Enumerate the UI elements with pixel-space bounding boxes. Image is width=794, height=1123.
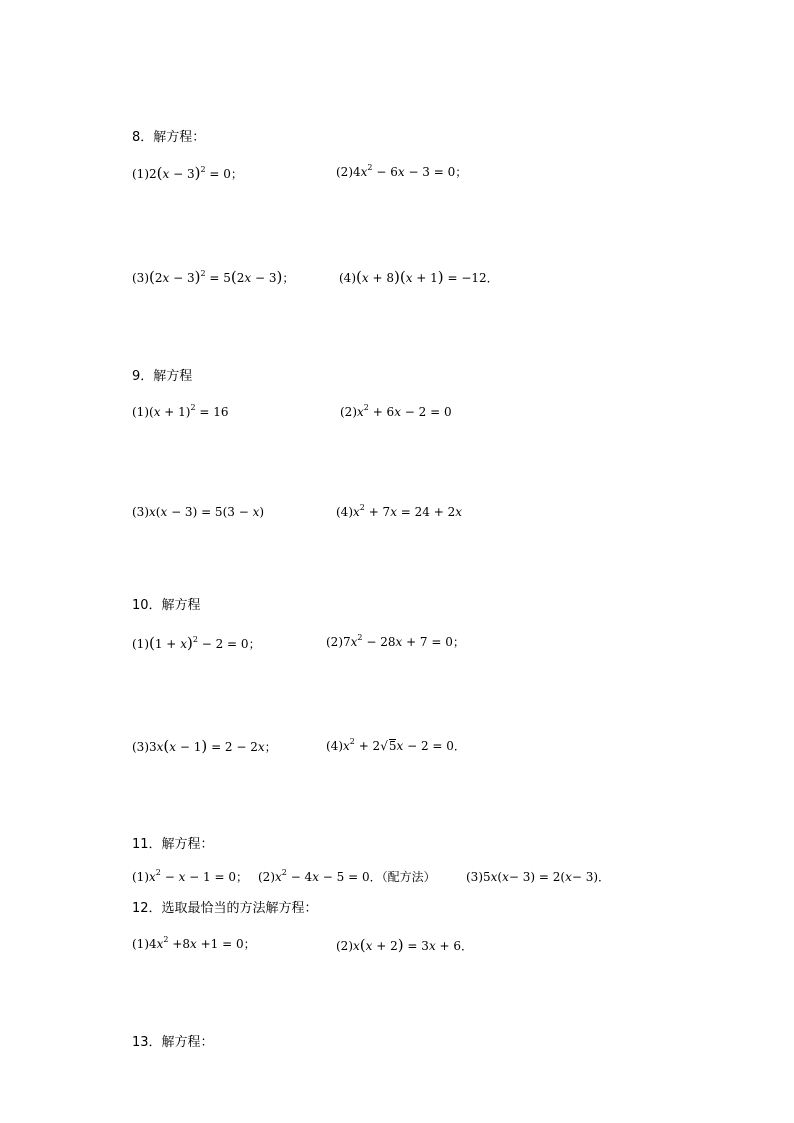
equation: x(x − 3) = 5(3 − x) xyxy=(149,505,265,519)
item-label: (3) xyxy=(466,870,483,884)
item-label: (2) xyxy=(258,870,275,884)
equation: $(2x - 3)^2 = 5(2x - 3)$ xyxy=(149,268,283,286)
item-label: (3) xyxy=(132,740,149,754)
equation: $x^2 + 7x = 24 + 2x$ xyxy=(353,503,463,519)
problem-9-item-2 xyxy=(340,403,452,419)
problem-10-item-1: $(1)(1 + x)^2 - 2 = 0$； xyxy=(132,634,261,652)
equation: $(x + 1)^2 = 16$ xyxy=(149,403,229,419)
equation: $x^2 - x - 1 = 0$ xyxy=(149,868,236,884)
equation: $7x^2 - 28x + 7 = 0$ xyxy=(343,633,453,649)
equation: x(x + 2) = 3x + 6 xyxy=(353,936,462,954)
problem-8-item-3: $(3)(2x - 3)^2 = 5(2x - 3)$； xyxy=(132,268,295,286)
problem-11-heading: 11．解方程： xyxy=(132,837,214,852)
equation: $(1 + x)^2 - 2 = 0$ xyxy=(149,634,249,652)
equation: $4x^2 +8x +1 = 0$ xyxy=(149,935,244,951)
item-label: (4) xyxy=(326,739,343,753)
problem-10-item-2: $(2)7x^2 - 28x + 7 = 0$； xyxy=(326,633,465,649)
problem-9-item-4 xyxy=(336,503,463,519)
problem-12-item-2: (2)x(x + 2) = 3x + 6． xyxy=(336,936,474,954)
problem-8-item-1: $(1)2(x - 3)^2 = 0$； xyxy=(132,164,243,182)
equation: $x^2 + 6x - 2 = 0$ xyxy=(357,403,452,419)
problem-12-heading: 12．选取最恰当的方法解方程： xyxy=(132,901,318,916)
item-label: (3) xyxy=(132,271,149,285)
item-label: (2) xyxy=(326,635,343,649)
item-label: (1) xyxy=(132,937,149,951)
item-label: (1) xyxy=(132,637,149,651)
problem-10-heading: 10．解方程 xyxy=(132,598,201,613)
problem-8-heading: 8．解方程： xyxy=(132,130,206,145)
item-label: (1) xyxy=(132,870,149,884)
equation: 3x(x − 1) = 2 − 2x xyxy=(149,737,265,755)
problem-10-item-4: $(4)x^2 + 2√5x - 2 = 0$． xyxy=(326,737,466,753)
item-label: (2) xyxy=(336,165,353,179)
problem-8-item-2: $(2)4x^2 - 6x - 3 = 0$； xyxy=(336,163,468,179)
item-label: (2) xyxy=(340,405,357,419)
equation: (x + 8)(x + 1) = −12 xyxy=(356,268,487,286)
problem-13-heading: 13．解方程： xyxy=(132,1035,214,1050)
equation: 5x(x− 3) = 2(x− 3) xyxy=(483,870,599,884)
problem-11-item-2: $(2)x^2 - 4x - 5 = 0$．（配方法） xyxy=(258,868,436,884)
item-label: (1) xyxy=(132,167,149,181)
problem-9-item-1 xyxy=(132,403,229,419)
problem-11-item-1: $(1)x^2 - x - 1 = 0$； xyxy=(132,868,248,884)
problem-10-item-3: (3)3x(x − 1) = 2 − 2x； xyxy=(132,737,277,755)
item-label: (4) xyxy=(339,271,356,285)
problem-12-item-1: $(1)4x^2 +8x +1 = 0$； xyxy=(132,935,256,951)
problem-9-item-3 xyxy=(132,506,264,518)
problem-11-item-3: (3)5x(x− 3) = 2(x− 3)． xyxy=(466,870,611,884)
problem-8-item-4: (4)(x + 8)(x + 1) = −12． xyxy=(339,268,499,286)
item-label: (3) xyxy=(132,505,149,519)
equation: $4x^2 - 6x - 3 = 0$ xyxy=(353,163,456,179)
equation: $x^2 + 2√5x - 2 = 0$ xyxy=(343,737,454,753)
equation: $2(x - 3)^2 = 0$ xyxy=(149,164,231,182)
item-label: (2) xyxy=(336,939,353,953)
item-label: (1) xyxy=(132,405,149,419)
item-label: (4) xyxy=(336,505,353,519)
problem-9-heading: 9．解方程 xyxy=(132,369,193,384)
equation: $x^2 - 4x - 5 = 0$ xyxy=(275,868,370,884)
